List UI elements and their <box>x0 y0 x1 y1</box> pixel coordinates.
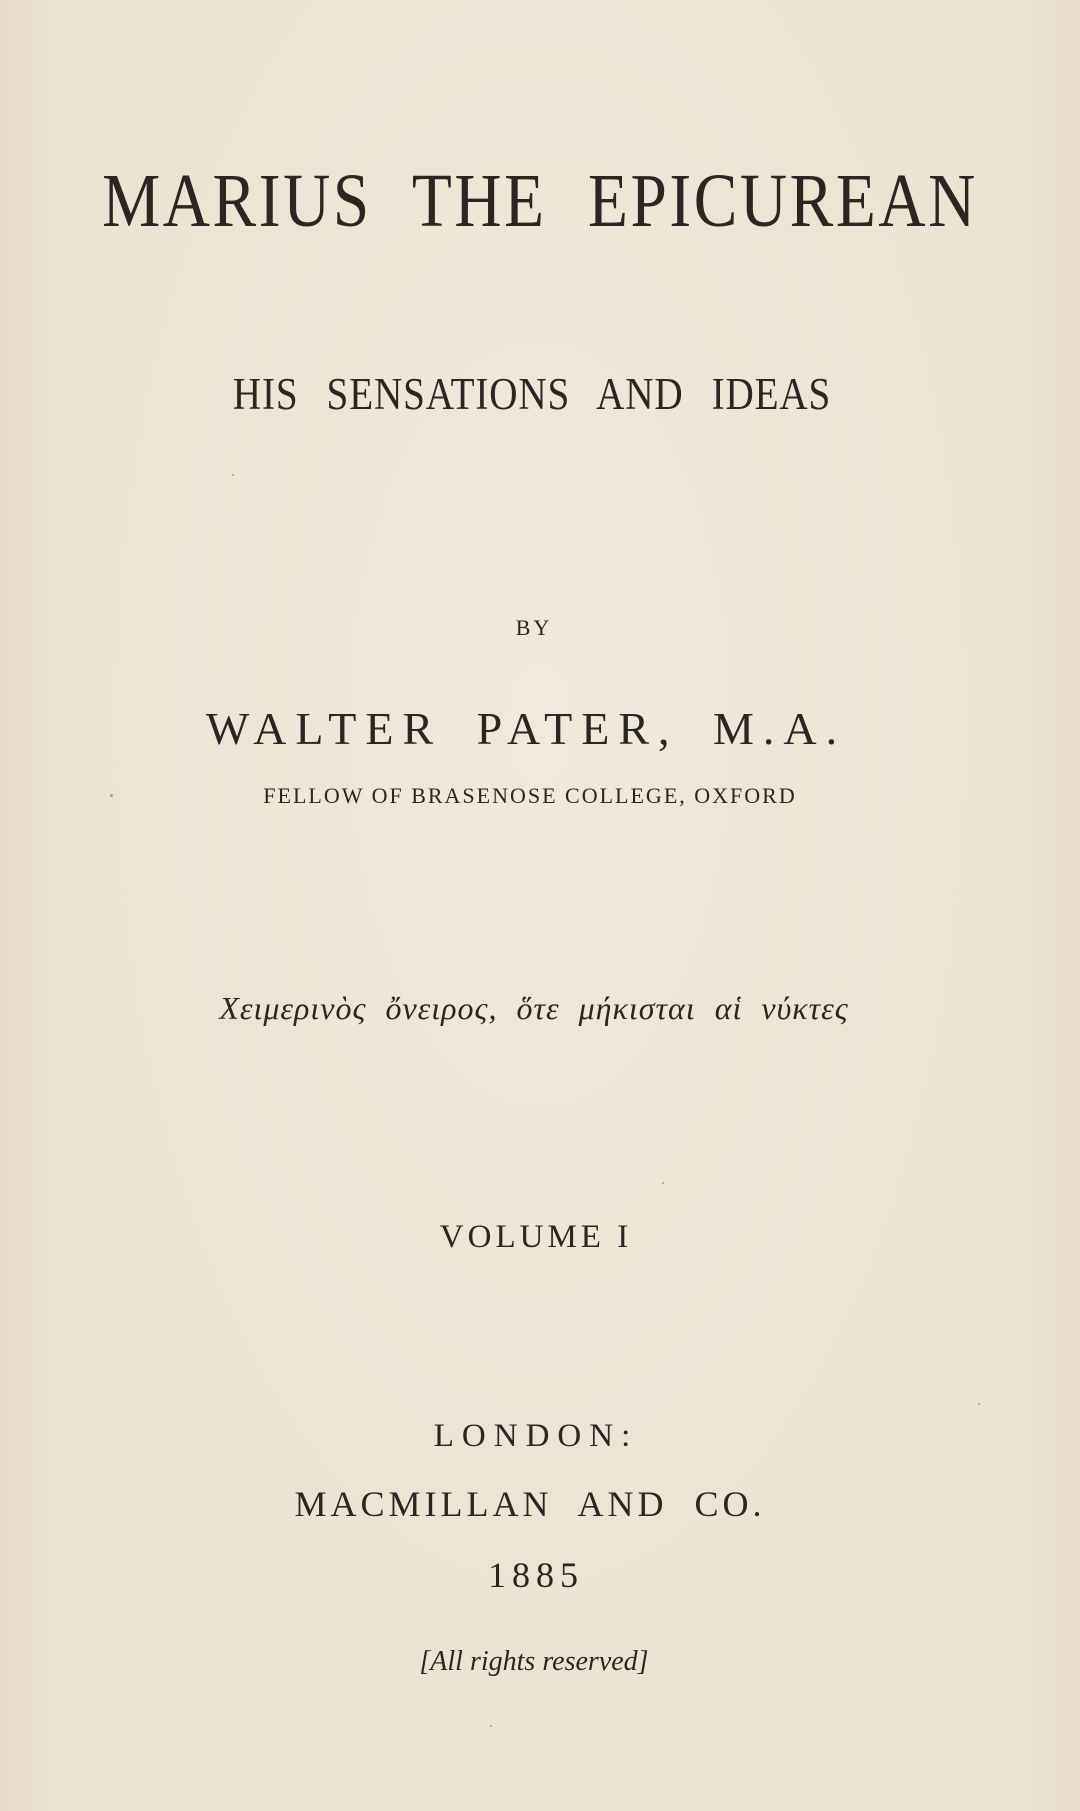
paper-speck <box>662 1182 664 1184</box>
paper-speck <box>490 1725 492 1727</box>
by-label: BY <box>515 615 553 640</box>
author-affiliation: FELLOW OF BRASENOSE COLLEGE, OXFORD <box>263 783 797 808</box>
paper-speck <box>978 1403 980 1405</box>
rights-notice: [All rights reserved] <box>419 1646 649 1677</box>
publication-city: LONDON: <box>433 1418 639 1454</box>
book-title: MARIUS THE EPICUREAN <box>102 159 978 243</box>
book-subtitle: HIS SENSATIONS AND IDEAS <box>232 369 832 419</box>
volume-label: VOLUME I <box>439 1219 633 1255</box>
publisher-name: MACMILLAN AND CO. <box>294 1484 766 1524</box>
greek-epigraph: Χειμερινὸς ὄνειρος, ὅτε μήκισται αἱ νύκτες <box>219 990 849 1026</box>
paper-speck <box>110 794 113 797</box>
publication-year: 1885 <box>488 1555 584 1595</box>
author-name: WALTER PATER, M.A. <box>205 703 847 754</box>
paper-speck <box>232 474 234 476</box>
